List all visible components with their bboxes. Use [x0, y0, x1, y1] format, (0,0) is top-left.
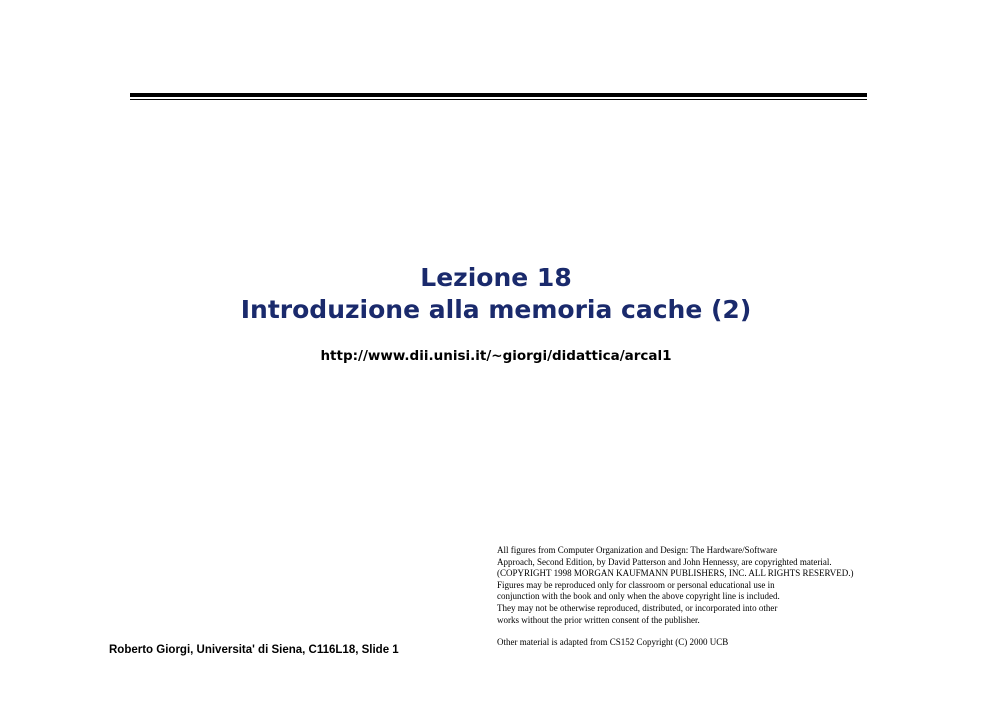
copyright-line: Approach, Second Edition, by David Patterson and John Hennessy, are copyrighted material. [497, 556, 832, 567]
slide-title [0, 262, 992, 326]
title-line-2: Introduzione alla memoria cache (2) [240, 295, 752, 324]
copyright-line: works without the prior written consent of the publisher. [497, 614, 700, 625]
copyright-notice [497, 545, 917, 626]
copyright-line: (COPYRIGHT 1998 MORGAN KAUFMANN PUBLISHERS, INC. ALL RIGHTS RESERVED.) [497, 568, 854, 579]
slide-footer: Roberto Giorgi, Universita' di Siena, C116L18, Slide 1 [109, 644, 399, 656]
copyright-line: Figures may be reproduced only for classroom or personal educational use in [497, 579, 775, 590]
course-url: http://www.dii.unisi.it/~giorgi/didattica/arcal1 [320, 348, 672, 364]
copyright-line: They may not be otherwise reproduced, distributed, or incorporated into other [497, 602, 778, 613]
header-rule-thin [130, 99, 867, 100]
copyright-line: conjunction with the book and only when the above copyright line is included. [497, 591, 780, 602]
other-material-notice: Other material is adapted from CS152 Copyright (C) 2000 UCB [497, 637, 729, 647]
copyright-line: All figures from Computer Organization and Design: The Hardware/Software [497, 545, 778, 555]
header-rule-thick [130, 93, 867, 97]
title-line-1: Lezione 18 [420, 263, 572, 292]
